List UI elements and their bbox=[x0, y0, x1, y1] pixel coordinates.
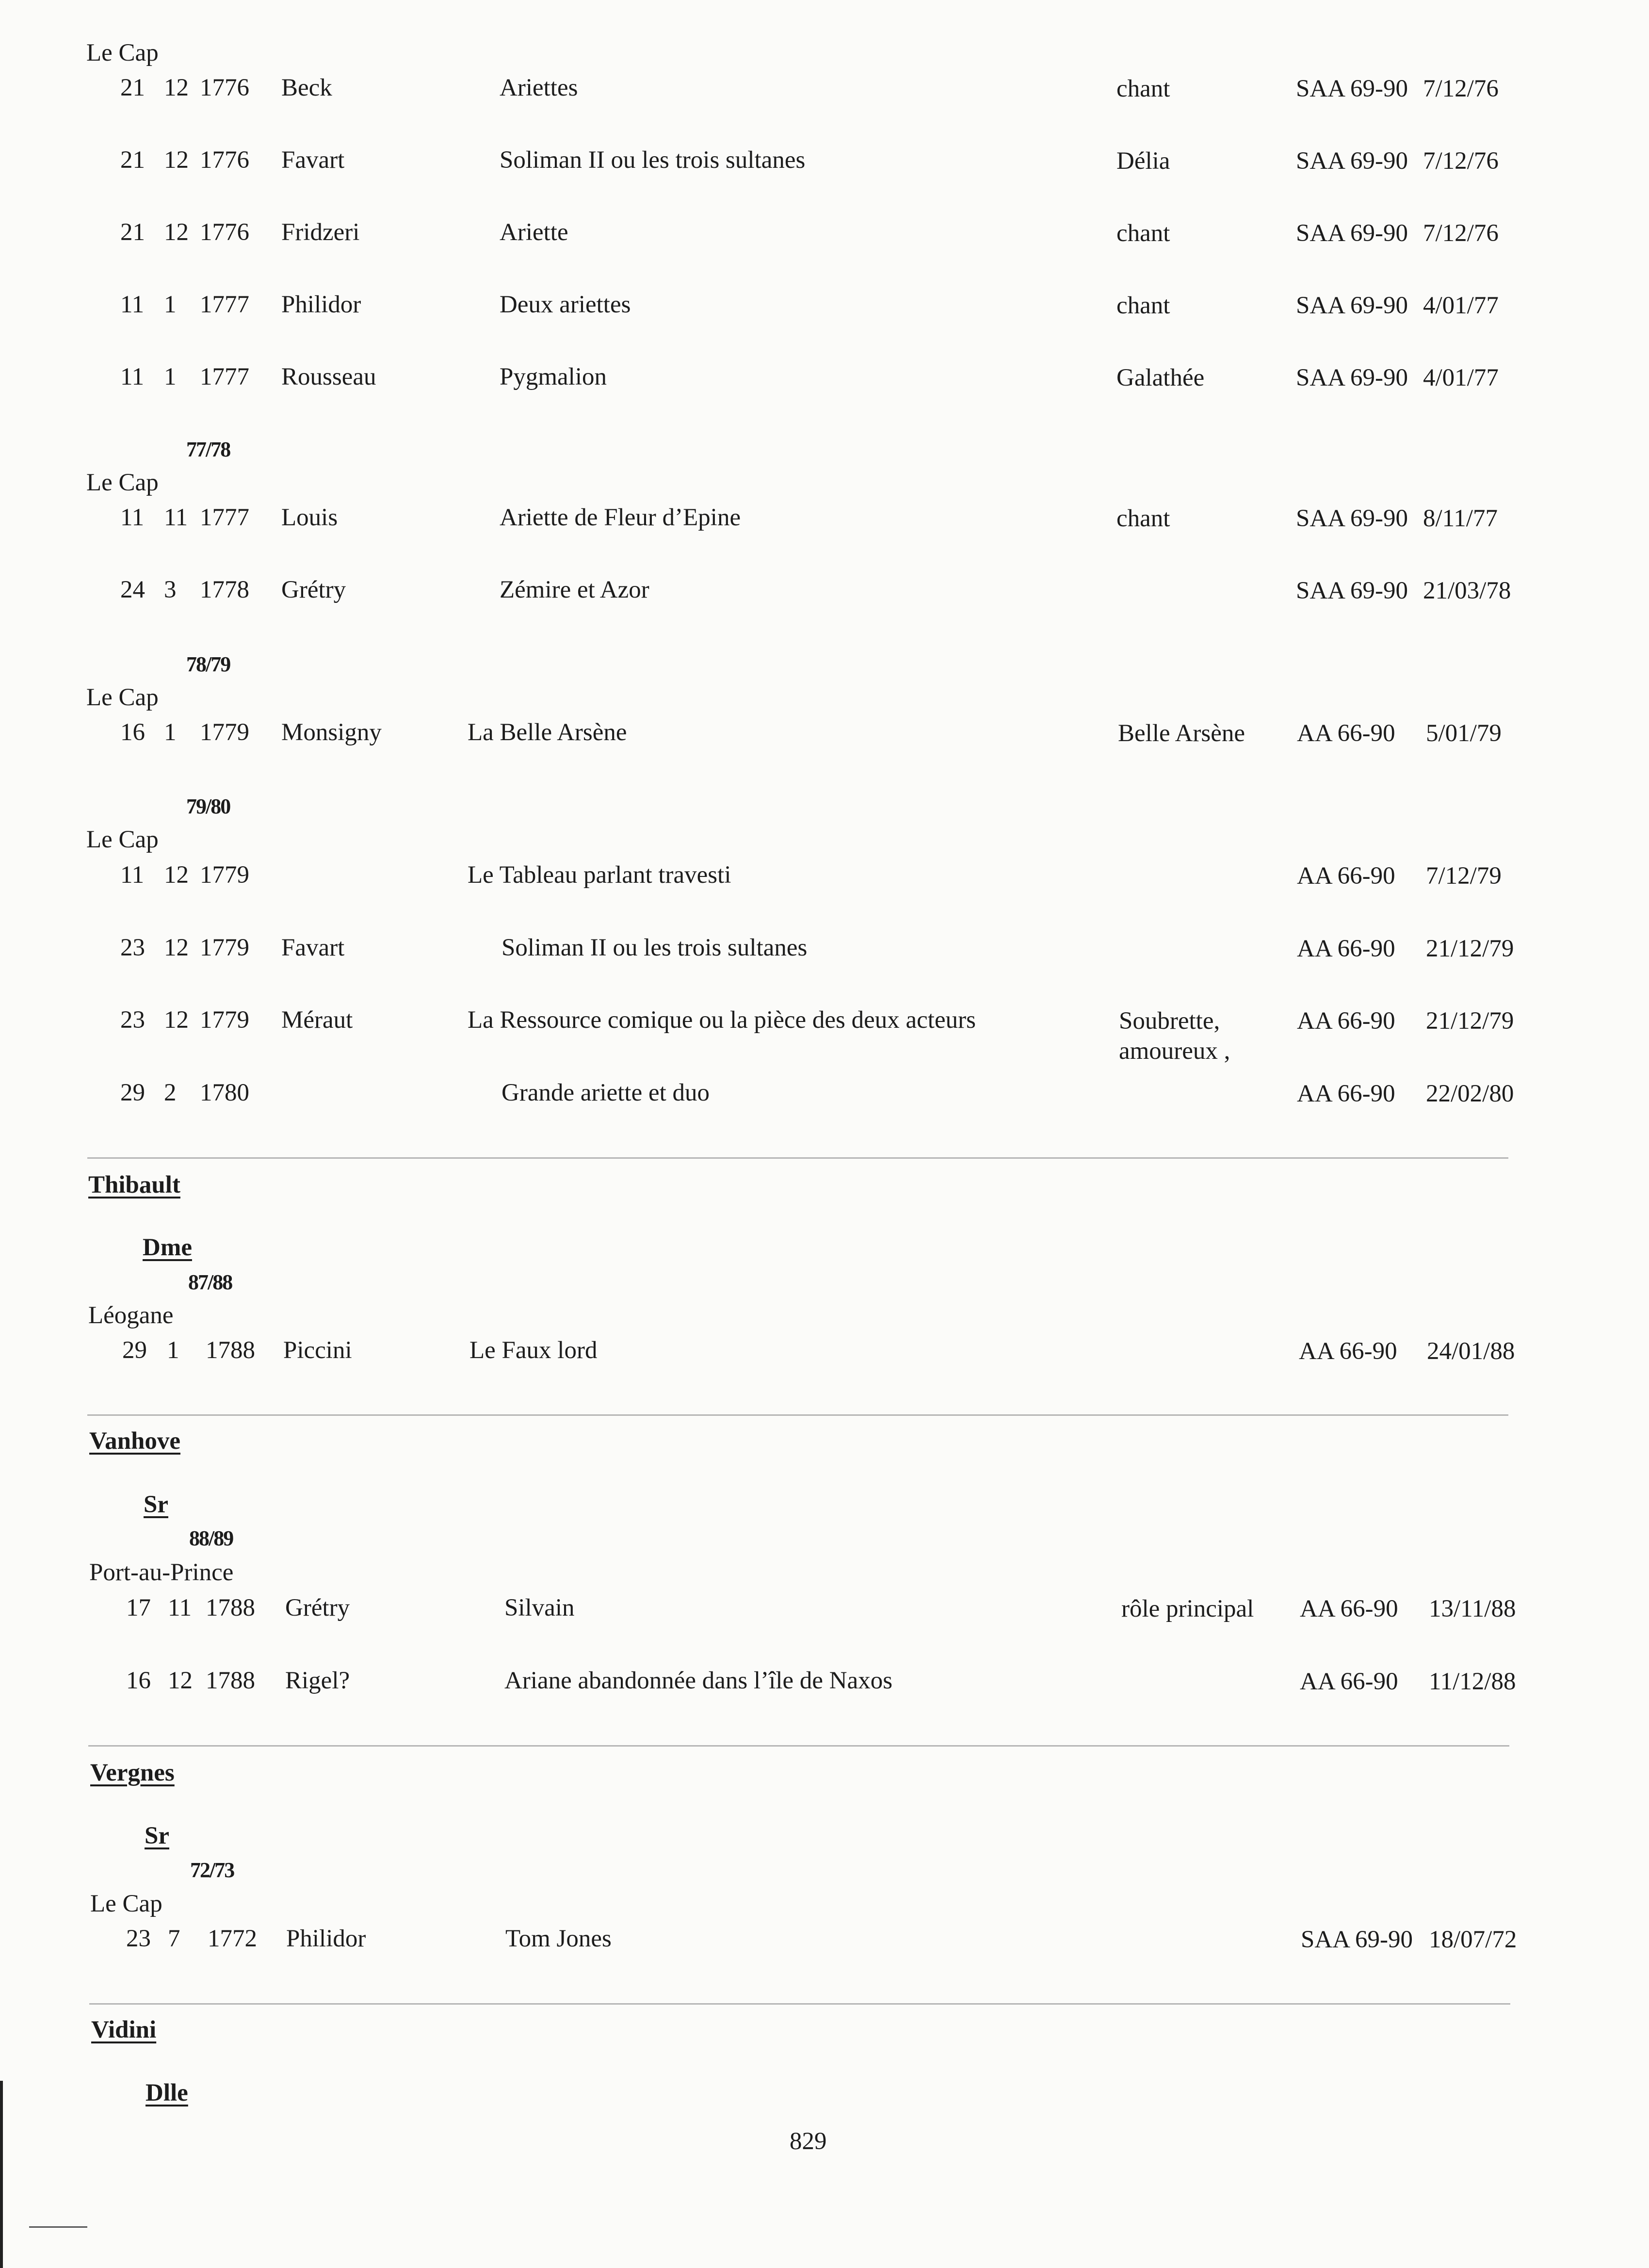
day: 16 bbox=[120, 719, 145, 746]
composer: Piccini bbox=[283, 1337, 352, 1364]
month: 1 bbox=[164, 363, 177, 390]
place-label: Léogane bbox=[88, 1302, 174, 1329]
source: SAA 69-90 bbox=[1296, 505, 1408, 532]
month: 11 bbox=[164, 504, 188, 531]
day: 29 bbox=[122, 1337, 147, 1364]
month: 12 bbox=[164, 74, 189, 101]
composer: Méraut bbox=[281, 1006, 353, 1034]
scan-edge bbox=[0, 2081, 3, 2268]
day: 21 bbox=[120, 219, 145, 246]
source: SAA 69-90 bbox=[1296, 292, 1408, 319]
day: 11 bbox=[120, 861, 145, 889]
role: chant bbox=[1116, 292, 1170, 319]
source: AA 66-90 bbox=[1297, 862, 1395, 890]
month: 12 bbox=[164, 146, 189, 174]
source: SAA 69-90 bbox=[1296, 75, 1408, 102]
day: 21 bbox=[120, 146, 145, 174]
reference-date: 13/11/88 bbox=[1429, 1595, 1516, 1622]
reference-date: 21/03/78 bbox=[1423, 577, 1511, 604]
month: 12 bbox=[168, 1667, 193, 1694]
place-label: Le Cap bbox=[86, 684, 159, 711]
month: 1 bbox=[164, 291, 177, 318]
work-title: La Belle Arsène bbox=[468, 719, 627, 746]
year: 1776 bbox=[200, 146, 249, 174]
composer: Grétry bbox=[281, 576, 346, 603]
work-title: Soliman II ou les trois sultanes bbox=[500, 146, 806, 174]
reference-date: 18/07/72 bbox=[1429, 1926, 1517, 1953]
work-title: Soliman II ou les trois sultanes bbox=[501, 934, 808, 961]
role-continued: amoureux , bbox=[1119, 1037, 1230, 1065]
page-number: 829 bbox=[790, 2128, 827, 2155]
month: 12 bbox=[164, 934, 189, 961]
month: 7 bbox=[168, 1925, 180, 1952]
year: 1776 bbox=[200, 219, 249, 246]
month: 3 bbox=[164, 576, 177, 603]
month: 12 bbox=[164, 861, 189, 889]
source: AA 66-90 bbox=[1297, 1007, 1395, 1035]
month: 11 bbox=[168, 1594, 192, 1621]
reference-date: 21/12/79 bbox=[1426, 1007, 1514, 1035]
reference-date: 7/12/76 bbox=[1423, 75, 1499, 102]
role: Belle Arsène bbox=[1118, 720, 1245, 747]
work-title: Tom Jones bbox=[505, 1925, 612, 1952]
composer: Beck bbox=[281, 74, 332, 101]
work-title: Ariane abandonnée dans l’île de Naxos bbox=[504, 1667, 893, 1694]
role: Soubrette, bbox=[1119, 1007, 1220, 1035]
work-title: Ariette bbox=[500, 219, 568, 246]
work-title: Silvain bbox=[504, 1594, 575, 1621]
reference-date: 7/12/76 bbox=[1423, 147, 1499, 175]
day: 21 bbox=[120, 74, 145, 101]
year: 1772 bbox=[208, 1925, 257, 1952]
performer-title: Sr bbox=[145, 1822, 169, 1849]
year: 1779 bbox=[200, 861, 249, 889]
performer-title: Dlle bbox=[146, 2079, 188, 2106]
reference-date: 4/01/77 bbox=[1423, 292, 1499, 319]
season-label: 88/89 bbox=[189, 1526, 233, 1550]
year: 1777 bbox=[200, 504, 249, 531]
composer: Grétry bbox=[285, 1594, 350, 1621]
role: Délia bbox=[1116, 147, 1170, 175]
year: 1780 bbox=[200, 1079, 249, 1106]
reference-date: 4/01/77 bbox=[1423, 364, 1499, 391]
work-title: Grande ariette et duo bbox=[501, 1079, 710, 1106]
work-title: Zémire et Azor bbox=[500, 576, 649, 603]
source: AA 66-90 bbox=[1297, 720, 1395, 747]
section-divider bbox=[89, 2003, 1510, 2005]
month: 2 bbox=[164, 1079, 177, 1106]
place-label: Le Cap bbox=[86, 826, 159, 853]
month: 1 bbox=[167, 1337, 179, 1364]
day: 23 bbox=[120, 1006, 145, 1034]
source: SAA 69-90 bbox=[1296, 577, 1408, 604]
work-title: La Ressource comique ou la pièce des deux acteurs bbox=[468, 1006, 976, 1034]
reference-date: 11/12/88 bbox=[1429, 1668, 1516, 1695]
season-label: 72/73 bbox=[190, 1858, 234, 1882]
day: 11 bbox=[120, 291, 145, 318]
work-title: Pygmalion bbox=[500, 363, 607, 390]
role: chant bbox=[1116, 220, 1170, 247]
day: 24 bbox=[120, 576, 145, 603]
place-label: Le Cap bbox=[90, 1890, 162, 1917]
year: 1779 bbox=[200, 719, 249, 746]
role: Galathée bbox=[1116, 364, 1205, 391]
composer: Rousseau bbox=[281, 363, 376, 390]
day: 11 bbox=[120, 504, 145, 531]
season-label: 77/78 bbox=[186, 437, 230, 461]
season-label: 87/88 bbox=[188, 1270, 232, 1294]
source: SAA 69-90 bbox=[1296, 147, 1408, 175]
work-title: Le Tableau parlant travesti bbox=[468, 861, 731, 889]
year: 1777 bbox=[200, 363, 249, 390]
source: AA 66-90 bbox=[1297, 1080, 1395, 1107]
year: 1779 bbox=[200, 1006, 249, 1034]
place-label: Port-au-Prince bbox=[89, 1559, 234, 1586]
month: 12 bbox=[164, 219, 189, 246]
year: 1788 bbox=[206, 1337, 255, 1364]
year: 1778 bbox=[200, 576, 249, 603]
reference-date: 22/02/80 bbox=[1426, 1080, 1514, 1107]
reference-date: 21/12/79 bbox=[1426, 935, 1514, 962]
work-title: Deux ariettes bbox=[500, 291, 631, 318]
performer-name: Vanhove bbox=[89, 1427, 181, 1455]
composer: Favart bbox=[281, 146, 345, 174]
day: 23 bbox=[126, 1925, 151, 1952]
composer: Favart bbox=[281, 934, 345, 961]
source: SAA 69-90 bbox=[1296, 364, 1408, 391]
day: 29 bbox=[120, 1079, 145, 1106]
composer: Louis bbox=[281, 504, 338, 531]
role: rôle principal bbox=[1121, 1595, 1254, 1622]
year: 1777 bbox=[200, 291, 249, 318]
month: 1 bbox=[164, 719, 177, 746]
season-label: 78/79 bbox=[186, 652, 230, 676]
place-label: Le Cap bbox=[86, 39, 159, 66]
composer: Monsigny bbox=[281, 719, 382, 746]
year: 1779 bbox=[200, 934, 249, 961]
reference-date: 8/11/77 bbox=[1423, 505, 1498, 532]
section-divider bbox=[88, 1745, 1509, 1747]
section-divider bbox=[87, 1414, 1508, 1416]
role: chant bbox=[1116, 505, 1170, 532]
reference-date: 5/01/79 bbox=[1426, 720, 1502, 747]
year: 1788 bbox=[206, 1667, 255, 1694]
place-label: Le Cap bbox=[86, 469, 159, 496]
performer-name: Thibault bbox=[88, 1171, 180, 1199]
source: SAA 69-90 bbox=[1301, 1926, 1413, 1953]
season-label: 79/80 bbox=[186, 794, 230, 818]
performer-title: Dme bbox=[143, 1234, 192, 1261]
source: AA 66-90 bbox=[1299, 1338, 1397, 1365]
month: 12 bbox=[164, 1006, 189, 1034]
reference-date: 24/01/88 bbox=[1427, 1338, 1515, 1365]
composer: Fridzeri bbox=[281, 219, 360, 246]
composer: Philidor bbox=[286, 1925, 366, 1952]
work-title: Le Faux lord bbox=[469, 1337, 598, 1364]
performer-title: Sr bbox=[144, 1491, 168, 1518]
role: chant bbox=[1116, 75, 1170, 102]
source: AA 66-90 bbox=[1300, 1595, 1398, 1622]
year: 1788 bbox=[206, 1594, 255, 1621]
source: AA 66-90 bbox=[1300, 1668, 1398, 1695]
day: 11 bbox=[120, 363, 145, 390]
day: 17 bbox=[126, 1594, 151, 1621]
day: 16 bbox=[126, 1667, 151, 1694]
composer: Philidor bbox=[281, 291, 361, 318]
scan-mark bbox=[29, 2226, 87, 2228]
performer-name: Vergnes bbox=[90, 1759, 175, 1786]
reference-date: 7/12/79 bbox=[1426, 862, 1502, 890]
composer: Rigel? bbox=[285, 1667, 350, 1694]
work-title: Ariettes bbox=[500, 74, 578, 101]
source: AA 66-90 bbox=[1297, 935, 1395, 962]
reference-date: 7/12/76 bbox=[1423, 220, 1499, 247]
day: 23 bbox=[120, 934, 145, 961]
source: SAA 69-90 bbox=[1296, 220, 1408, 247]
year: 1776 bbox=[200, 74, 249, 101]
performer-name: Vidini bbox=[91, 2016, 157, 2043]
work-title: Ariette de Fleur d’Epine bbox=[500, 504, 741, 531]
section-divider bbox=[87, 1157, 1508, 1159]
